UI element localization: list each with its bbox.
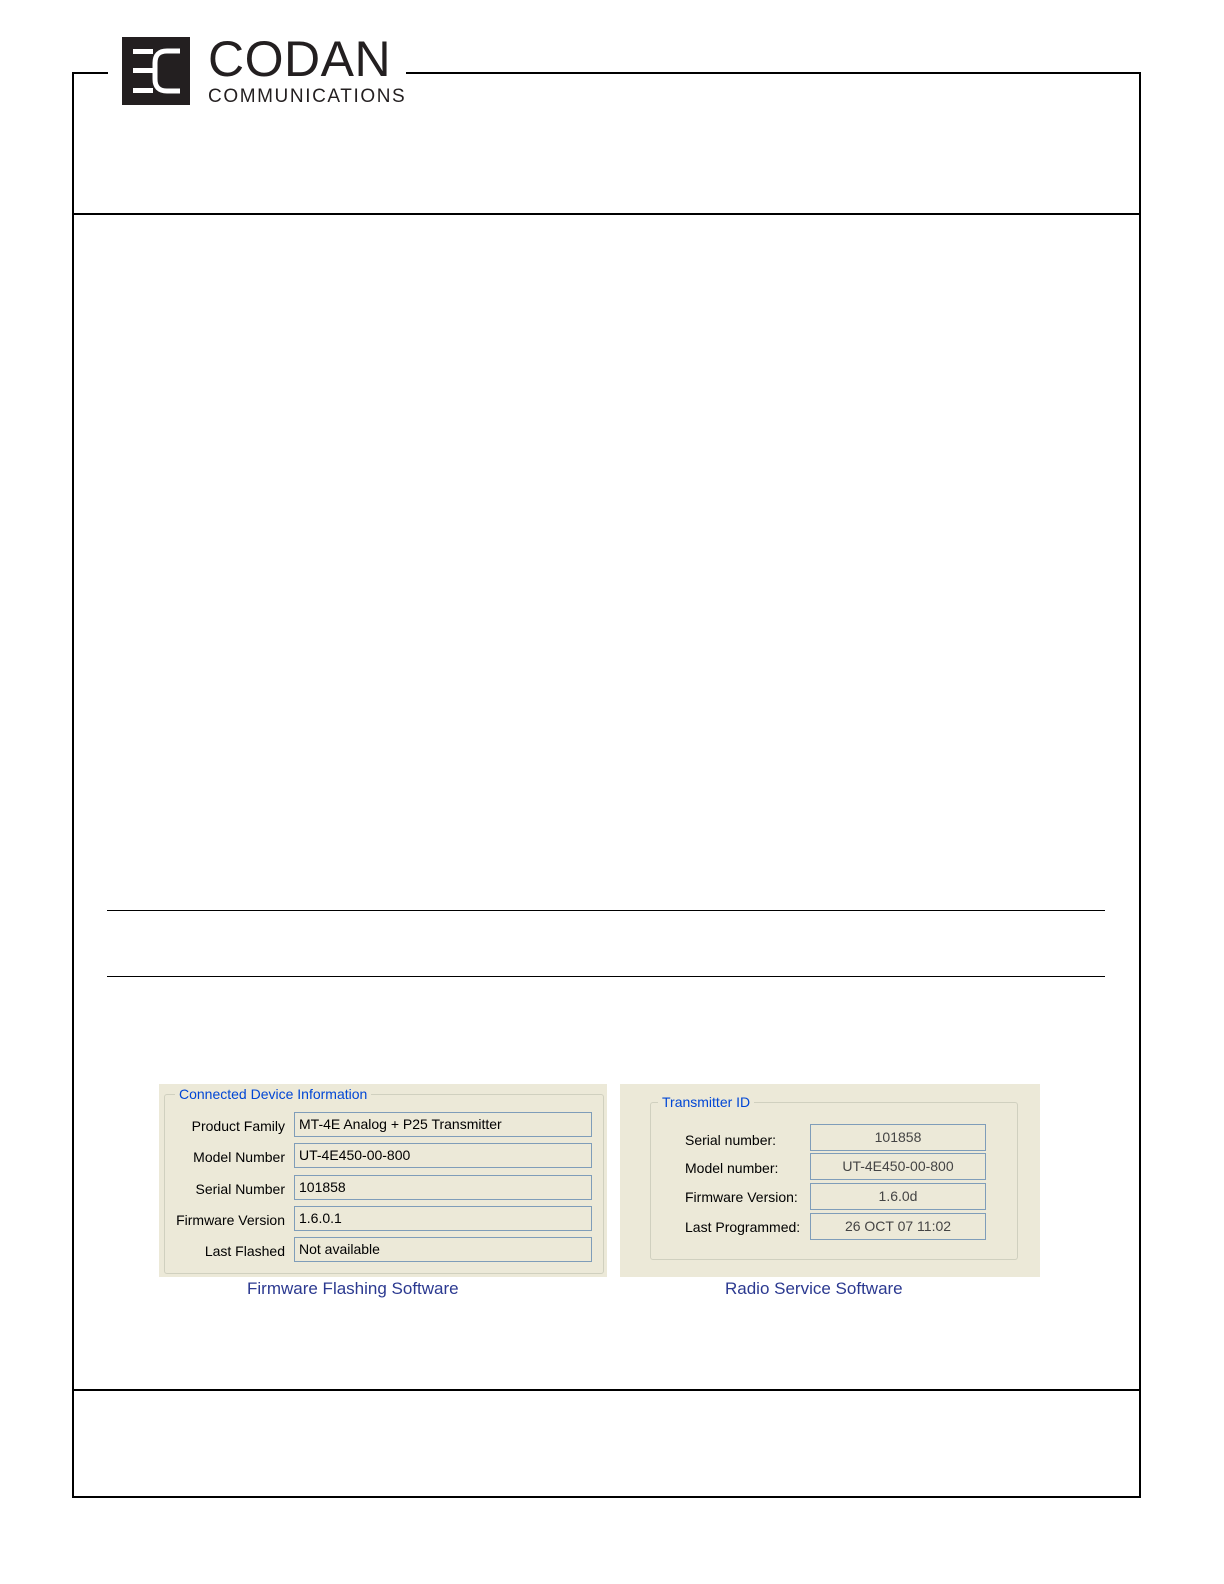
group-title: Transmitter ID [658, 1094, 754, 1110]
serial-number-label: Serial Number [195, 1181, 285, 1197]
frame-bottom-rule [72, 1496, 1141, 1498]
frame-top-left-rule [72, 72, 108, 74]
frame-top-right-rule [406, 72, 1141, 74]
header-divider [72, 213, 1141, 215]
codan-logo [122, 31, 412, 107]
section-rule-bottom [107, 976, 1105, 977]
section-rule-top [107, 910, 1105, 911]
serial-number-field[interactable]: 101858 [810, 1124, 986, 1151]
product-family-field[interactable]: MT-4E Analog + P25 Transmitter [294, 1112, 592, 1137]
last-flashed-label: Last Flashed [204, 1243, 285, 1259]
transmitter-id-panel [620, 1084, 1040, 1277]
model-number-label: Model Number [193, 1149, 285, 1165]
firmware-flashing-caption: Firmware Flashing Software [247, 1279, 459, 1298]
frame-left-rule [72, 72, 74, 1498]
last-flashed-field[interactable]: Not available [294, 1237, 592, 1262]
frame-right-rule [1139, 72, 1141, 1498]
codan-subtitle: COMMUNICATIONS [208, 86, 407, 107]
last-programmed-label: Last Programmed: [685, 1219, 801, 1235]
product-family-label: Product Family [191, 1118, 285, 1134]
codan-logo-mark-icon [122, 37, 190, 105]
connected-device-info-panel [159, 1084, 607, 1277]
serial-number-label: Serial number: [685, 1132, 777, 1148]
firmware-version-field[interactable]: 1.6.0d [810, 1183, 986, 1210]
model-number-field[interactable]: UT-4E450-00-800 [810, 1153, 986, 1180]
radio-service-caption: Radio Service Software [725, 1279, 903, 1298]
firmware-version-field[interactable]: 1.6.0.1 [294, 1206, 592, 1231]
firmware-version-label: Firmware Version [176, 1212, 285, 1228]
last-programmed-field[interactable]: 26 OCT 07 11:02 [810, 1213, 986, 1240]
model-number-field[interactable]: UT-4E450-00-800 [294, 1143, 592, 1168]
firmware-version-label: Firmware Version: [685, 1189, 798, 1205]
codan-wordmark: CODAN [208, 31, 392, 87]
footer-divider [72, 1389, 1141, 1391]
serial-number-field[interactable]: 101858 [294, 1175, 592, 1200]
group-title: Connected Device Information [175, 1086, 371, 1102]
model-number-label: Model number: [685, 1160, 779, 1176]
